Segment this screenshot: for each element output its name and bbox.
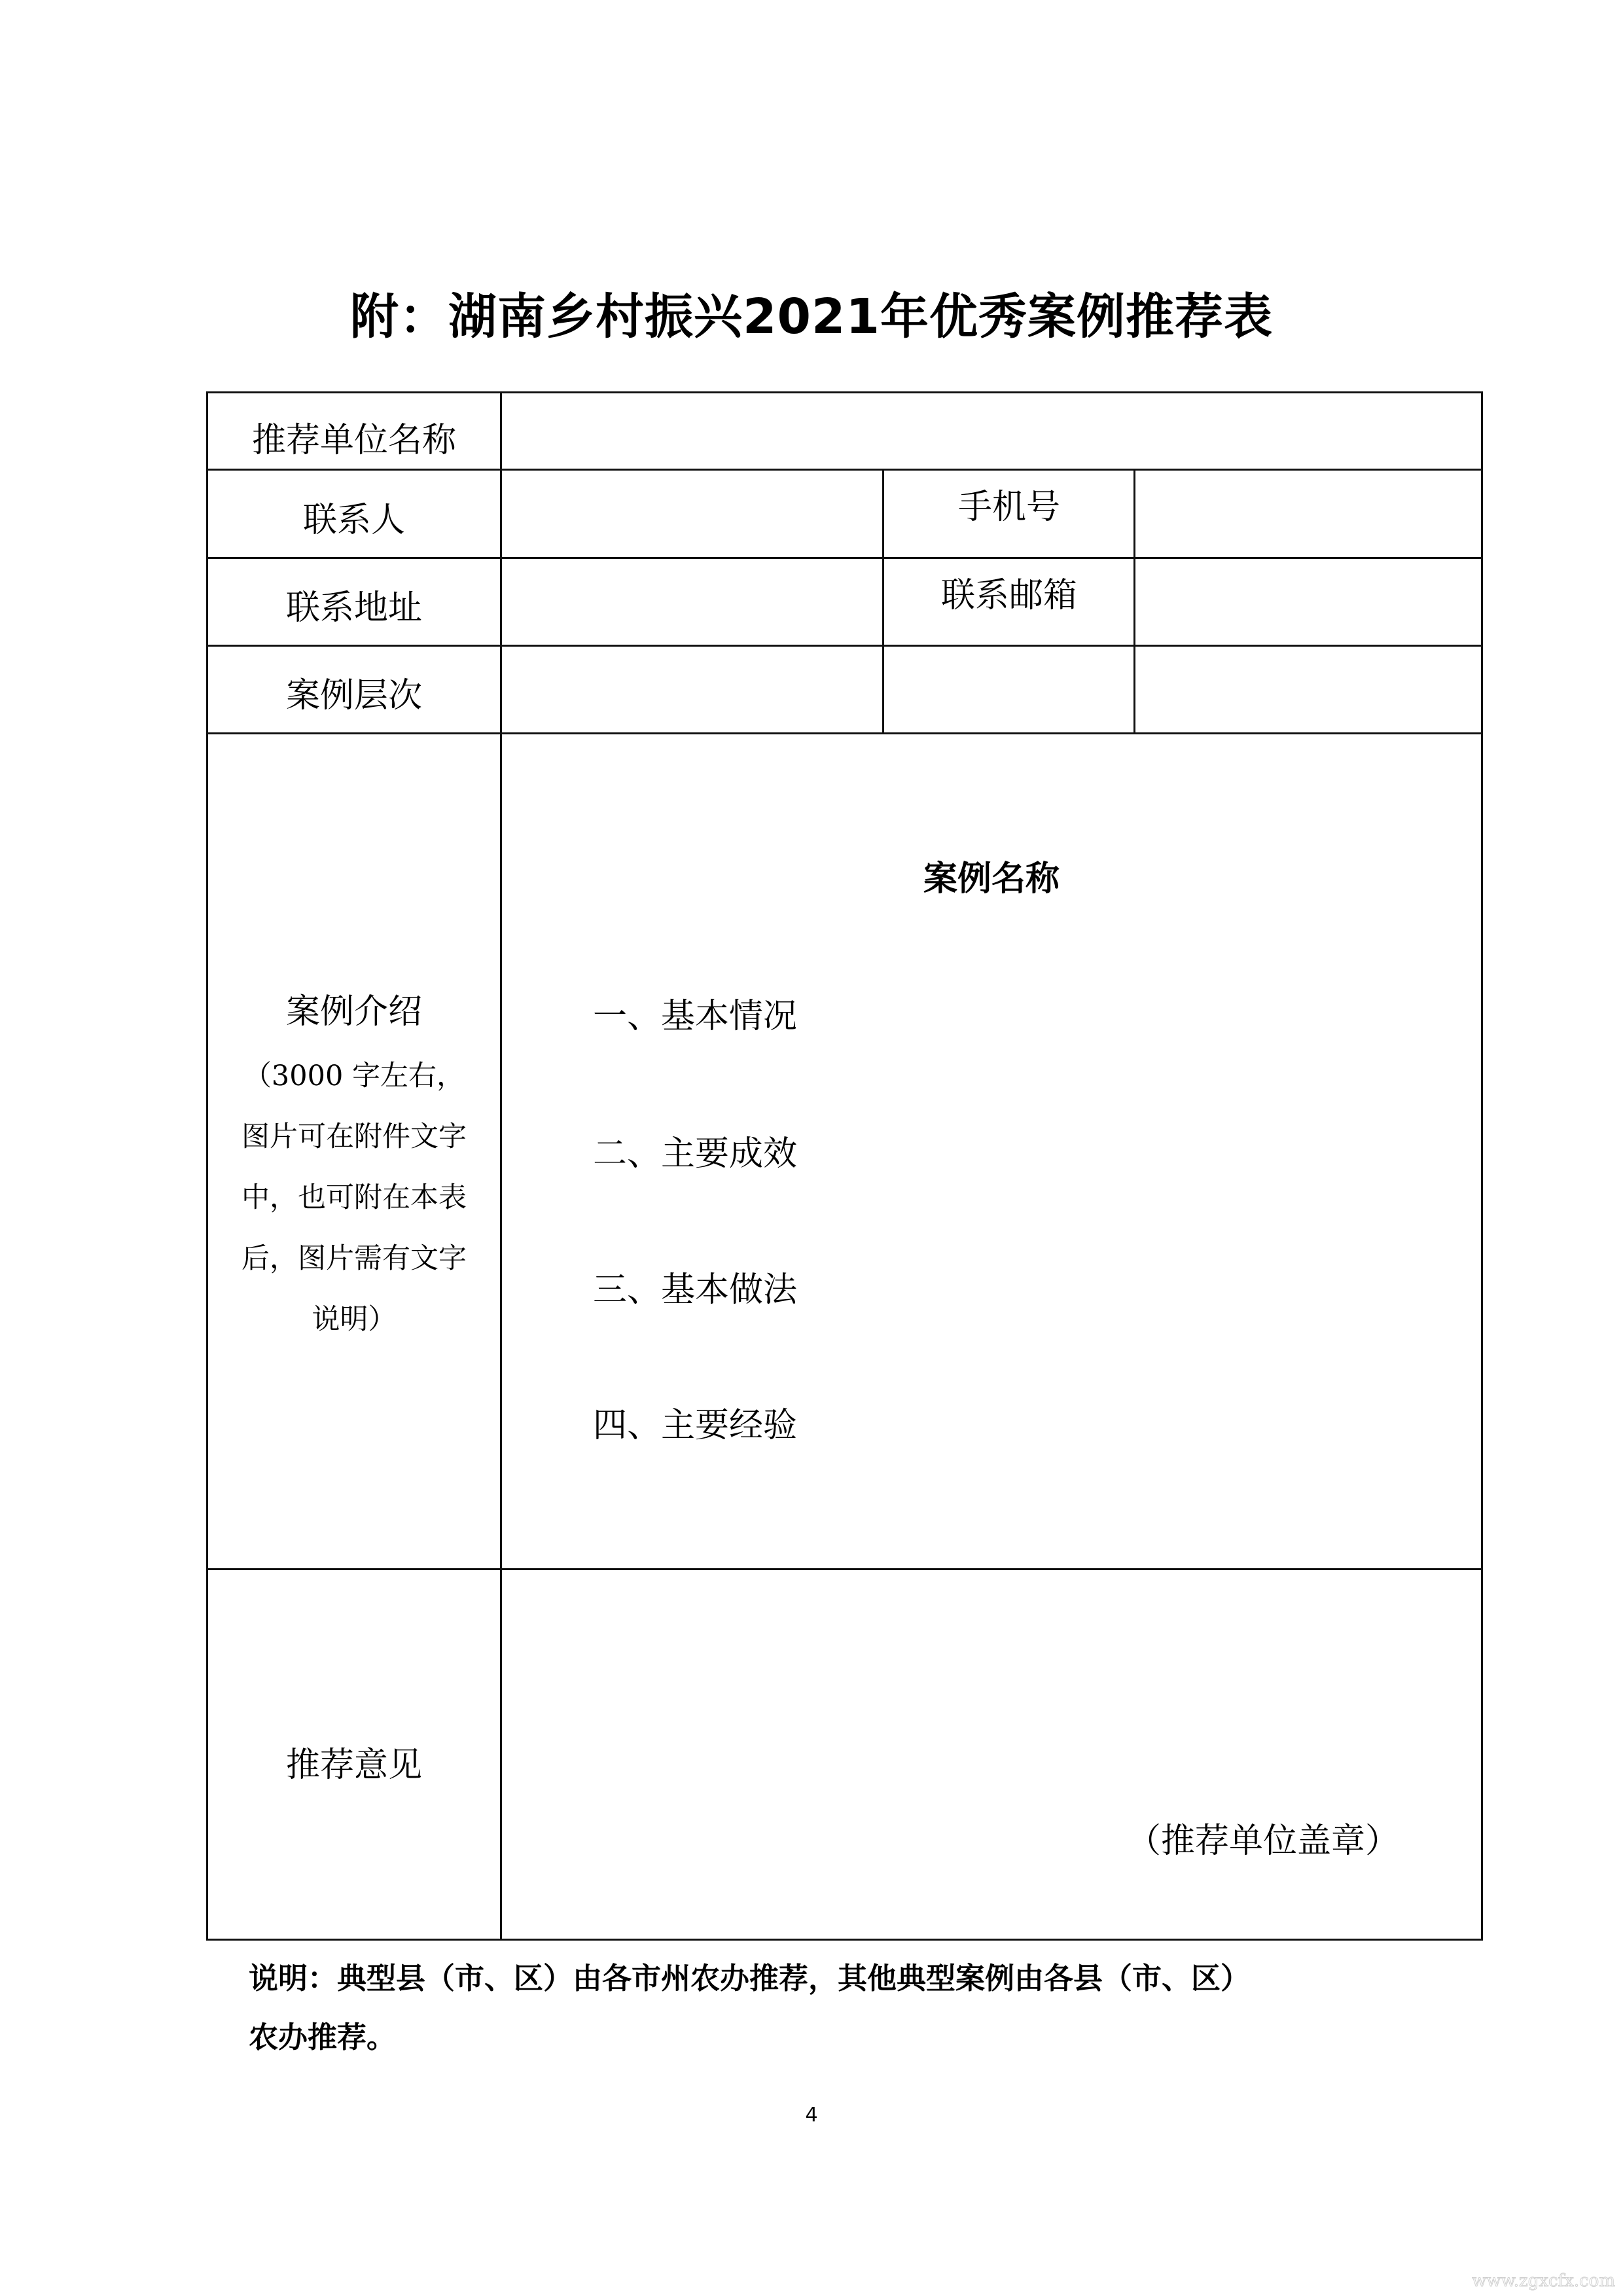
phone-field[interactable]	[1137, 473, 1480, 555]
case-intro-note-line: 后，图片需有文字	[241, 1242, 467, 1275]
case-intro-note	[208, 1046, 500, 1350]
footnote	[249, 1949, 1492, 2067]
label-contact-person: 联系人	[302, 501, 405, 540]
page-number: 4	[805, 2104, 818, 2126]
recommendation-field[interactable]	[504, 1572, 1479, 1821]
unit-name-field[interactable]	[504, 395, 1479, 467]
label-unit-name: 推荐单位名称	[251, 421, 456, 460]
case-level-extra-field-2[interactable]	[1137, 649, 1480, 731]
case-intro-note-line: （3000 字左右，	[243, 1060, 465, 1092]
footnote-line: 说明：典型县（市、区）由各市州农办推荐，其他典型案例由各县（市、区）	[249, 1961, 1251, 1996]
footnote-line: 农办推荐。	[249, 2020, 397, 2054]
row-divider	[206, 1568, 1483, 1570]
label-recommendation: 推荐意见	[285, 1746, 422, 1785]
column-divider	[500, 391, 502, 1941]
label-phone: 手机号	[957, 488, 1060, 527]
label-case-level: 案例层次	[285, 676, 422, 715]
section-basic-practices: 三、基本做法	[593, 1270, 798, 1310]
section-basic-situation: 一、基本情况	[593, 997, 798, 1036]
row-divider	[206, 557, 1483, 559]
contact-person-field[interactable]	[504, 473, 881, 555]
label-email: 联系邮箱	[940, 576, 1077, 615]
case-intro-note-line: 图片可在附件文字	[241, 1121, 467, 1153]
row-divider	[206, 645, 1483, 647]
address-field[interactable]	[504, 561, 881, 643]
column-divider	[1133, 469, 1135, 734]
case-intro-note-line: 说明）	[312, 1303, 397, 1336]
case-level-field[interactable]	[504, 649, 881, 731]
label-case-intro: 案例介绍	[285, 992, 422, 1031]
section-main-results: 二、主要成效	[593, 1134, 798, 1174]
case-name-heading: 案例名称	[923, 859, 1060, 899]
email-field[interactable]	[1137, 561, 1480, 643]
stamp-note: （推荐单位盖章）	[1127, 1821, 1400, 1861]
watermark: www.zgxcfx.com	[1472, 2271, 1615, 2291]
page-title: 附：湖南乡村振兴2021年优秀案例推荐表	[350, 289, 1273, 345]
case-intro-note-line: 中，也可附在本表	[241, 1181, 467, 1214]
case-level-extra-field-1[interactable]	[885, 649, 1132, 731]
row-divider	[206, 732, 1483, 734]
section-main-experience: 四、主要经验	[593, 1406, 798, 1445]
column-divider	[882, 469, 884, 734]
label-address: 联系地址	[285, 588, 422, 628]
